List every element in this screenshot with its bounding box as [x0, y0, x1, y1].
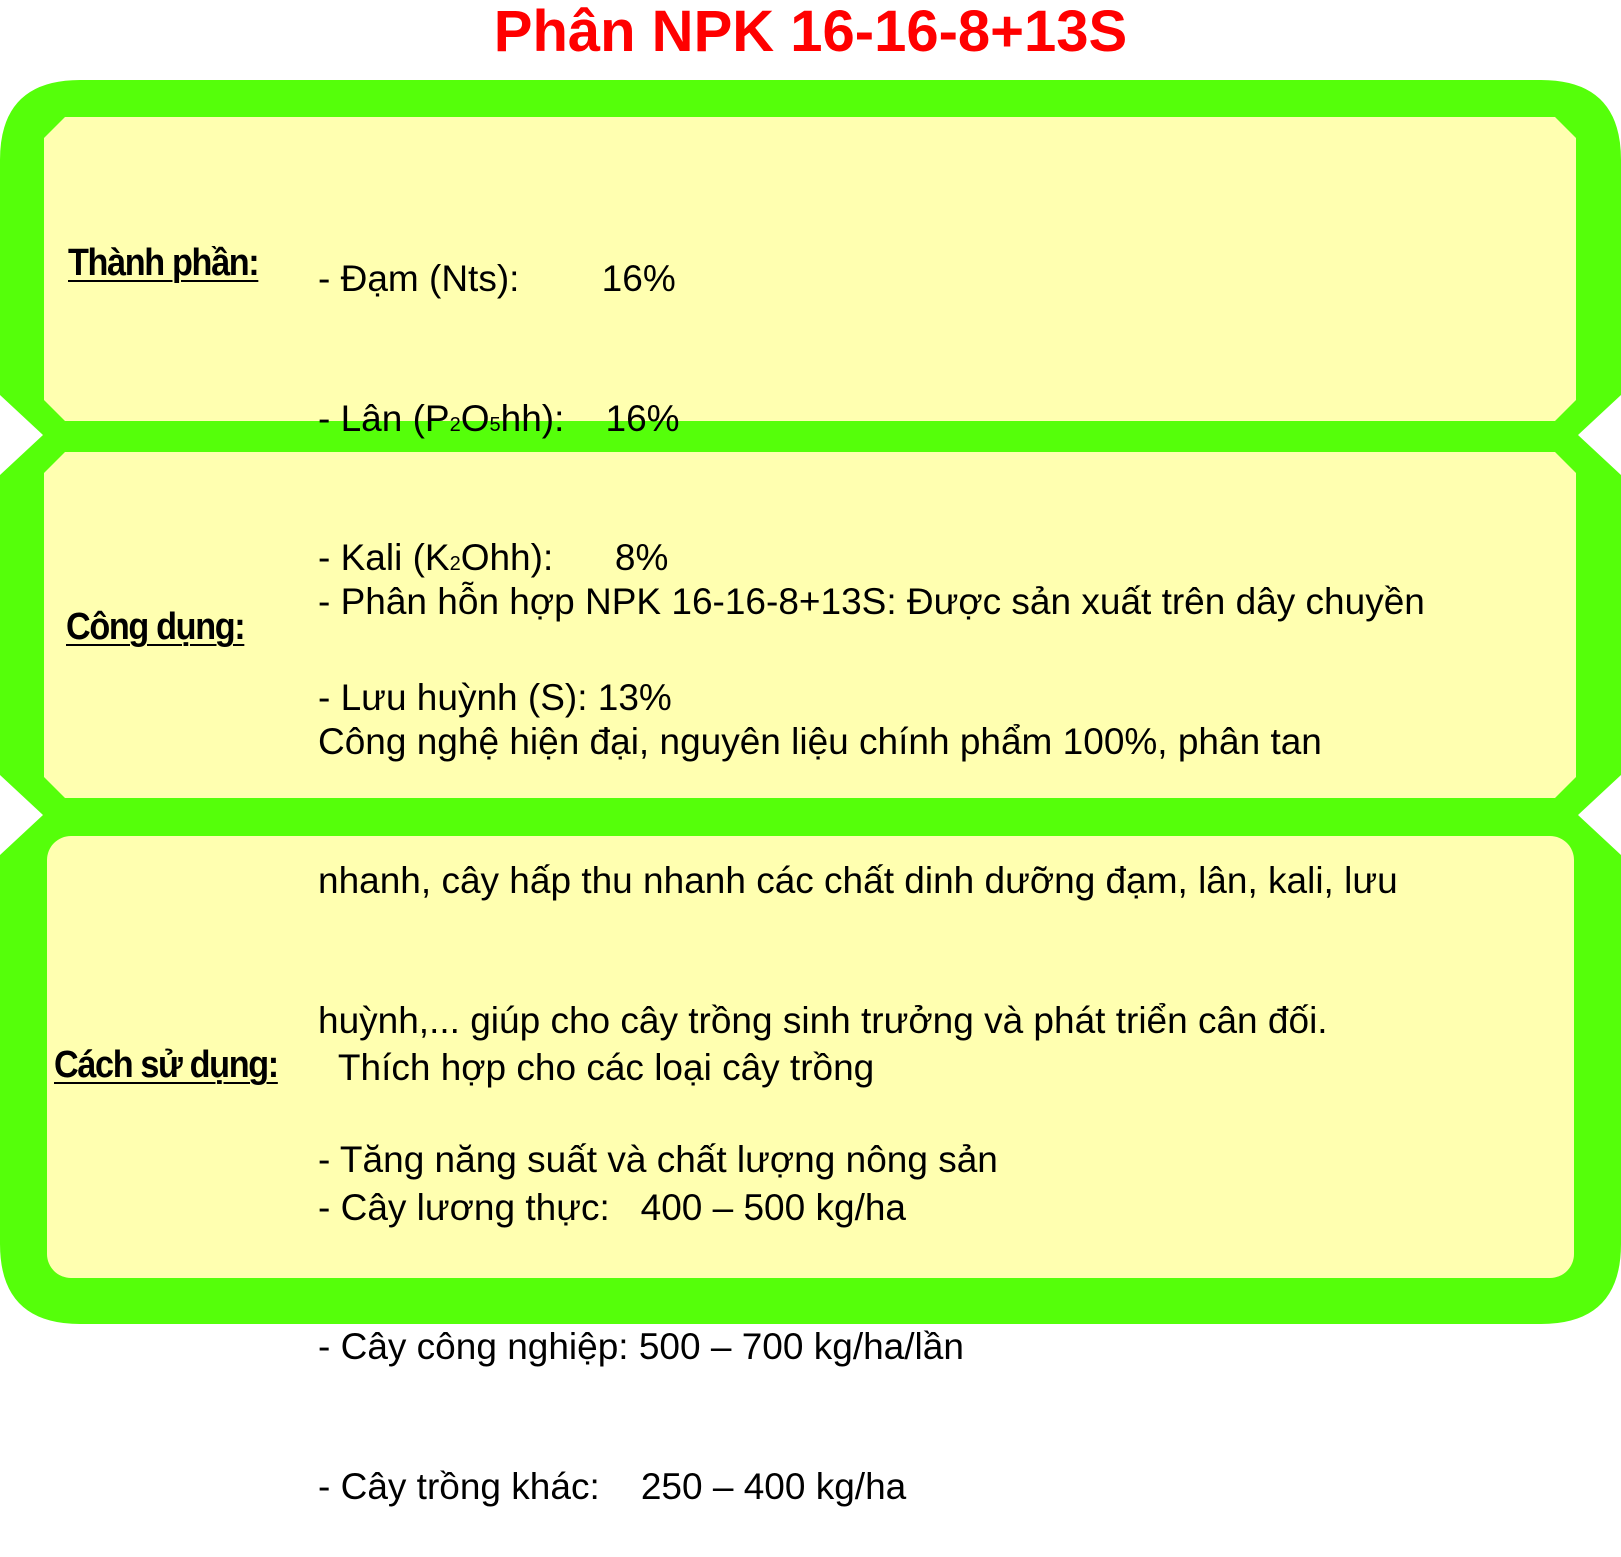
instructions-industrial-crops: - Cây công nghiệp: 500 – 700 kg/ha/lần — [318, 1326, 964, 1367]
composition-panel — [44, 117, 1576, 421]
usage-label: Công dụng: — [66, 606, 245, 648]
usage-line: huỳnh,... giúp cho cây trồng sinh trưởng và phát triển cân đối. — [318, 999, 1328, 1041]
composition-potassium: - Kali (K2Ohh): 8% — [318, 537, 669, 578]
instructions-other-crops: - Cây trồng khác: 250 – 400 kg/ha — [318, 1465, 907, 1507]
instructions-intro: Thích hợp cho các loại cây trồng — [318, 1047, 875, 1088]
instructions-food-crops: - Cây lương thực: 400 – 500 kg/ha — [318, 1186, 907, 1228]
instructions-label: Cách sử dụng: — [54, 1044, 278, 1086]
usage-line: Công nghệ hiện đại, nguyên liệu chính phẩm 100%, phân tan — [318, 720, 1322, 762]
composition-phosphorus: - Lân (P2O5hh): 16% — [318, 397, 680, 439]
instructions-list — [318, 952, 964, 1557]
composition-label: Thành phần: — [68, 242, 259, 284]
composition-sulfur: - Lưu huỳnh (S): 13% — [318, 676, 672, 718]
usage-line: - Tăng năng suất và chất lượng nông sản — [318, 1139, 998, 1180]
usage-line: - Phân hỗn hợp NPK 16-16-8+13S: Được sản xuất trên dây chuyền — [318, 581, 1425, 622]
usage-line: nhanh, cây hấp thu nhanh các chất dinh dưỡng đạm, lân, kali, lưu — [318, 860, 1398, 901]
composition-nitrogen: - Đạm (Nts): 16% — [318, 258, 676, 299]
page-title: Phân NPK 16-16-8+13S — [493, 0, 1128, 64]
